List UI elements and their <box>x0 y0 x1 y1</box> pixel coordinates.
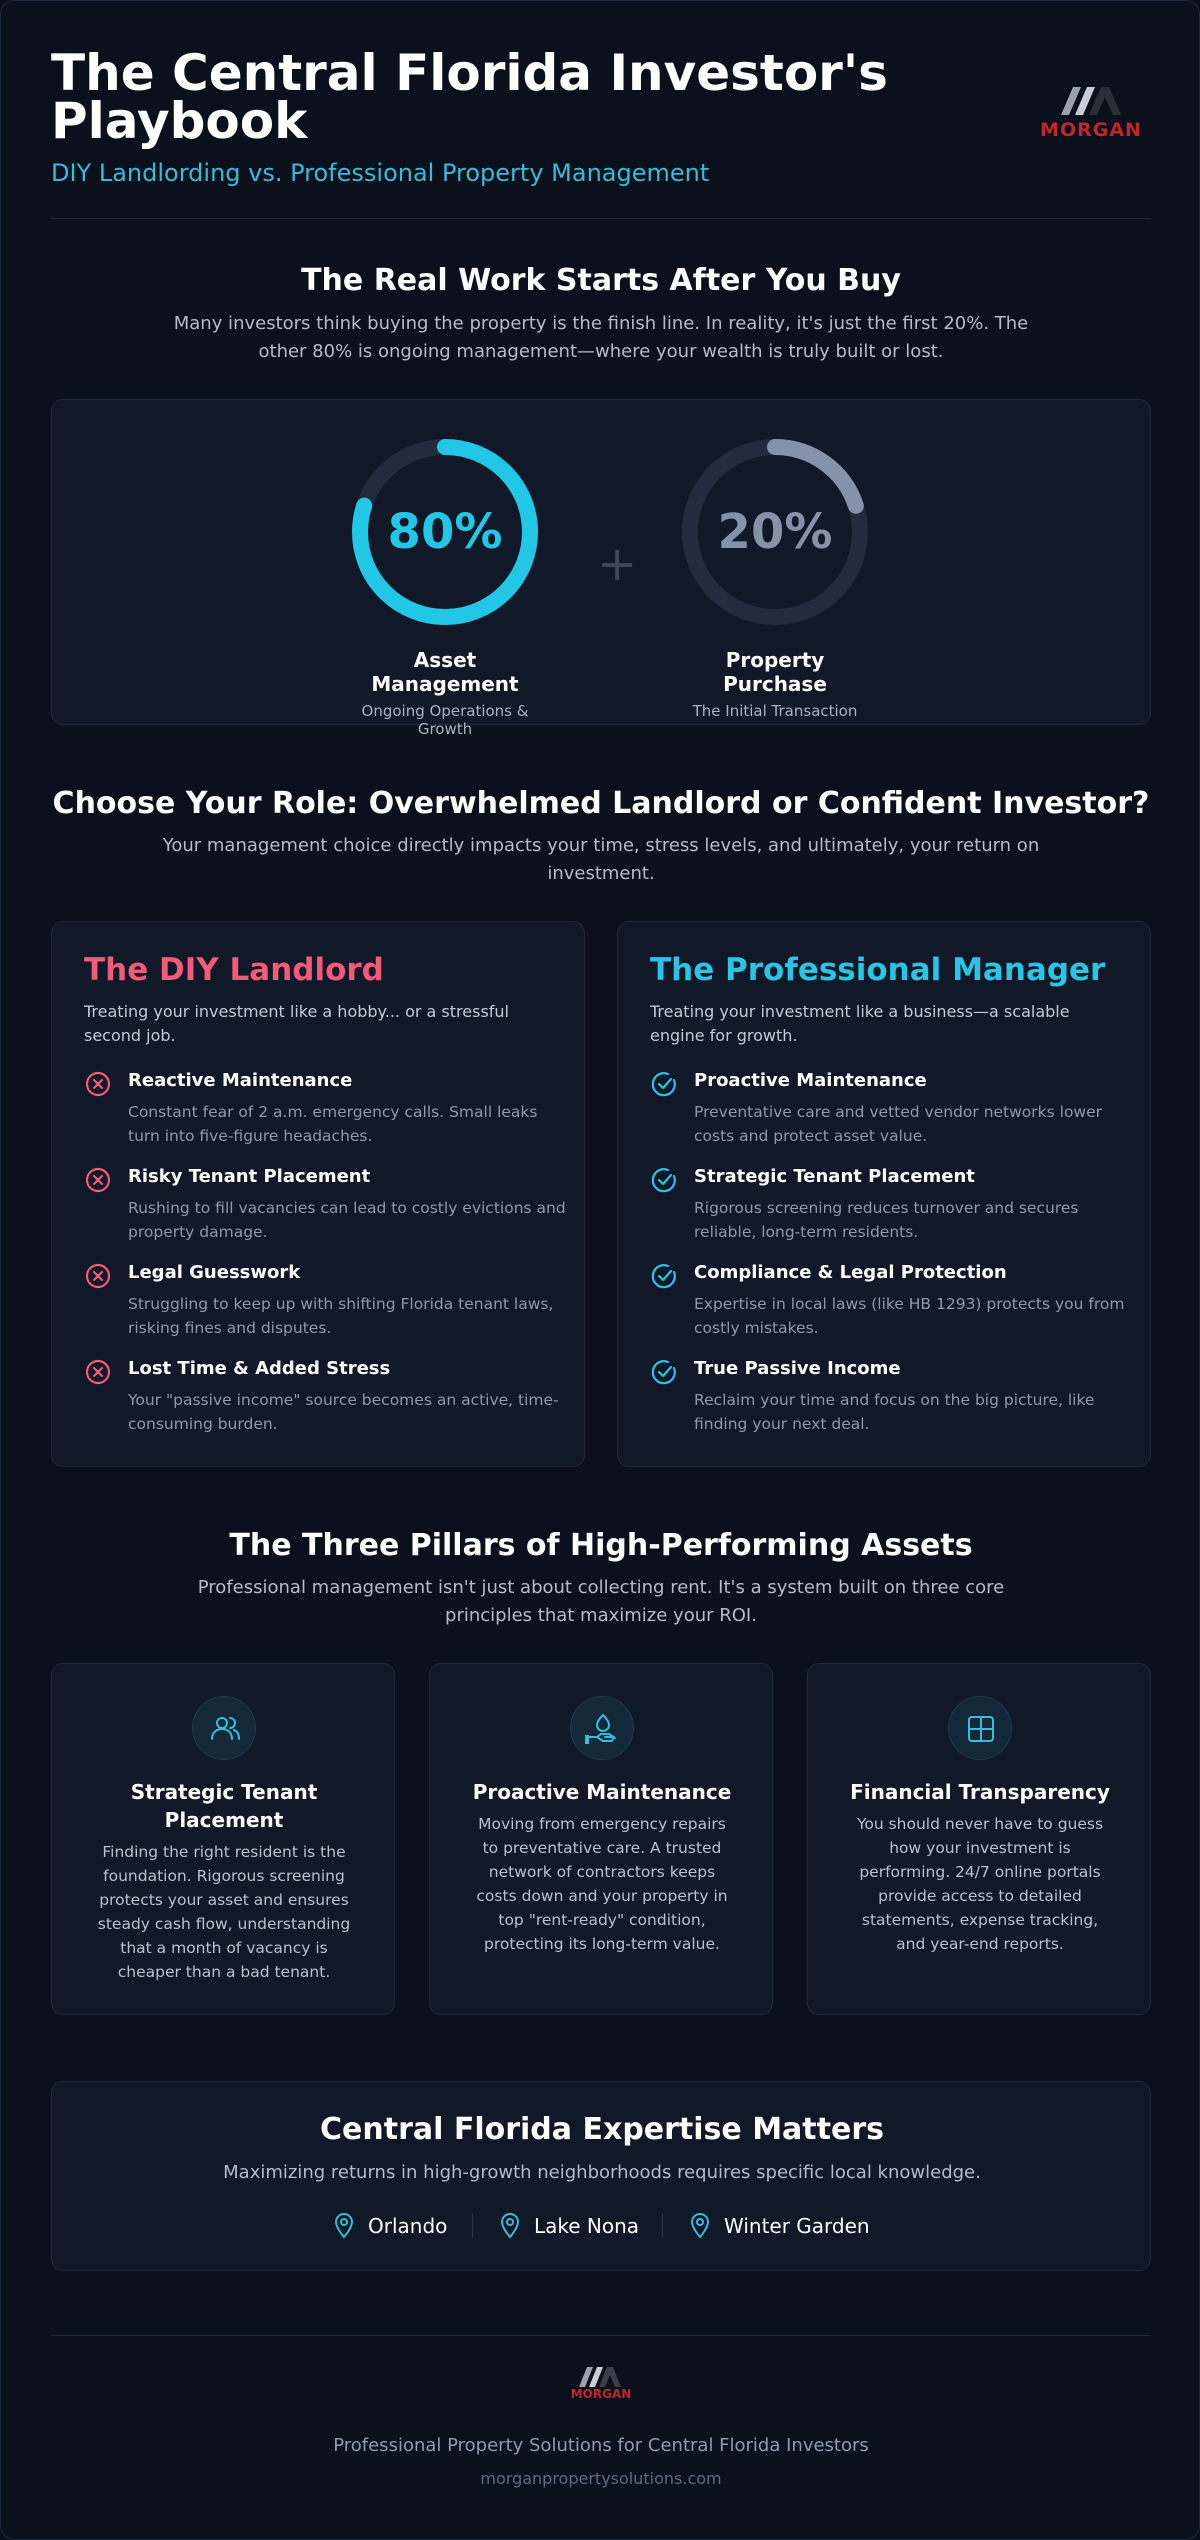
x-circle-icon <box>84 1166 112 1194</box>
map-pin-icon <box>332 2212 356 2240</box>
logo-wordmark: MORGAN <box>1040 119 1142 141</box>
footer-tagline: Professional Property Solutions for Central Florida Investors <box>333 2435 869 2456</box>
progress-ring-80 <box>347 434 543 630</box>
location-name: Winter Garden <box>724 2214 870 2238</box>
stat-property-purchase <box>675 434 875 720</box>
map-pin-icon <box>498 2212 522 2240</box>
role-item-description: Expertise in local laws (like HB 1293) protects you from costly mistakes. <box>694 1295 1125 1337</box>
expertise-card <box>51 2081 1151 2271</box>
pillar-title: Financial Transparency <box>850 1780 1110 1804</box>
location-winter-garden[interactable] <box>688 2208 888 2244</box>
x-circle-icon <box>84 1262 112 1290</box>
role-item-description: Reclaim your time and focus on the big picture, like finding your next deal. <box>694 1391 1095 1433</box>
footer-logo-wordmark: MORGAN <box>570 2387 632 2401</box>
location-name: Lake Nona <box>534 2214 640 2238</box>
brand-logo[interactable] <box>1031 83 1151 153</box>
role-item-title: Reactive Maintenance <box>128 1070 353 1091</box>
diy-landlord-card <box>51 921 585 1467</box>
role-item-description: Rushing to fill vacancies can lead to costly evictions and property damage. <box>128 1199 566 1241</box>
pro-description: Treating your investment like a business—a scalable engine for growth. <box>650 1002 1070 1045</box>
users-icon <box>192 1696 256 1760</box>
role-item-title: Compliance & Legal Protection <box>694 1262 1007 1283</box>
expertise-title: Central Florida Expertise Matters <box>320 2112 884 2147</box>
pillars-description: Professional management isn't just about collecting rent. It's a system built on three core principles that maximize your ROI. <box>197 1577 1005 1626</box>
location-lake-nona[interactable] <box>498 2208 648 2244</box>
pillar-description: You should never have to guess how your investment is performing. 24/7 online portals provide access to detailed statements, expense tracking, and year-end reports. <box>856 1815 1104 1953</box>
pillars-title: The Three Pillars of High-Performing Assets <box>229 1528 973 1563</box>
pillar-card <box>807 1663 1151 2015</box>
check-circle-icon <box>650 1262 678 1290</box>
check-circle-icon <box>650 1070 678 1098</box>
check-circle-icon <box>650 1166 678 1194</box>
logo-mark-icon <box>1031 83 1151 123</box>
location-list <box>52 2208 1152 2244</box>
diy-description: Treating your investment like a hobby... or a stressful second job. <box>84 1002 509 1045</box>
stat-value-20: 20% <box>717 504 833 560</box>
location-separator <box>662 2214 663 2238</box>
role-item-description: Preventative care and vetted vendor networks lower costs and protect asset value. <box>694 1103 1103 1145</box>
roles-description: Your management choice directly impacts your time, stress levels, and ultimately, your return on investment. <box>162 835 1040 884</box>
pillar-description: Finding the right resident is the foundation. Rigorous screening protects your asset and ensures steady cash flow, understanding that a month of vacancy is cheaper than a bad tenant. <box>97 1843 351 1981</box>
role-item-description: Your "passive income" source becomes an active, time-consuming burden. <box>128 1391 559 1433</box>
page-title: The Central Florida Investor's Playbook <box>51 44 888 150</box>
intro-title: The Real Work Starts After You Buy <box>301 263 901 298</box>
stat-asset-management <box>345 434 545 738</box>
location-name: Orlando <box>368 2214 448 2238</box>
stat-label: Asset Management <box>371 648 519 696</box>
plus-sign: + <box>597 536 638 592</box>
role-item-description: Constant fear of 2 a.m. emergency calls. Small leaks turn into five-figure headaches. <box>128 1103 538 1145</box>
pillar-title: Proactive Maintenance <box>472 1780 732 1804</box>
professional-manager-card <box>617 921 1151 1467</box>
pillar-card <box>51 1663 395 2015</box>
pillar-description: Moving from emergency repairs to preventative care. A trusted network of contractors keeps costs down and your property in top "rent-ready" condition, protecting its long-term value. <box>476 1815 728 1953</box>
location-separator <box>472 2214 473 2238</box>
stat-sublabel: The Initial Transaction <box>692 702 858 720</box>
role-item-title: True Passive Income <box>694 1358 901 1379</box>
role-item-title: Proactive Maintenance <box>694 1070 927 1091</box>
diy-title: The DIY Landlord <box>84 952 384 988</box>
x-circle-icon <box>84 1070 112 1098</box>
check-circle-icon <box>650 1358 678 1386</box>
footer-divider <box>51 2335 1151 2336</box>
stat-sublabel: Ongoing Operations & Growth <box>361 702 529 738</box>
location-orlando[interactable] <box>332 2208 452 2244</box>
pillar-card <box>429 1663 773 2015</box>
expertise-description: Maximizing returns in high-growth neighborhoods requires specific local knowledge. <box>223 2162 981 2183</box>
role-item-description: Rigorous screening reduces turnover and secures reliable, long-term residents. <box>694 1199 1079 1241</box>
dashboard-icon <box>948 1696 1012 1760</box>
stat-label: Property Purchase <box>723 648 827 696</box>
pillar-title: Strategic Tenant Placement <box>130 1780 318 1832</box>
roles-title: Choose Your Role: Overwhelmed Landlord or Confident Investor? <box>52 786 1150 821</box>
footer-logo[interactable] <box>561 2365 641 2413</box>
role-item-title: Lost Time & Added Stress <box>128 1358 391 1379</box>
header-divider <box>51 218 1151 219</box>
x-circle-icon <box>84 1358 112 1386</box>
progress-ring-20 <box>677 434 873 630</box>
map-pin-icon <box>688 2212 712 2240</box>
pro-title: The Professional Manager <box>650 952 1106 988</box>
role-item-title: Legal Guesswork <box>128 1262 301 1283</box>
maintenance-hand-icon <box>570 1696 634 1760</box>
role-item-title: Risky Tenant Placement <box>128 1166 371 1187</box>
role-item-title: Strategic Tenant Placement <box>694 1166 975 1187</box>
footer-url[interactable]: morganpropertysolutions.com <box>480 2469 722 2488</box>
stat-value-80: 80% <box>387 504 503 560</box>
page-subtitle: DIY Landlording vs. Professional Property Management <box>51 159 710 187</box>
header <box>51 44 1151 219</box>
intro-description: Many investors think buying the property is the finish line. In reality, it's just the first 20%. The other 80% is ongoing management—where your wealth is truly built or lost. <box>173 313 1029 362</box>
role-item-description: Struggling to keep up with shifting Florida tenant laws, risking fines and disputes. <box>128 1295 554 1337</box>
